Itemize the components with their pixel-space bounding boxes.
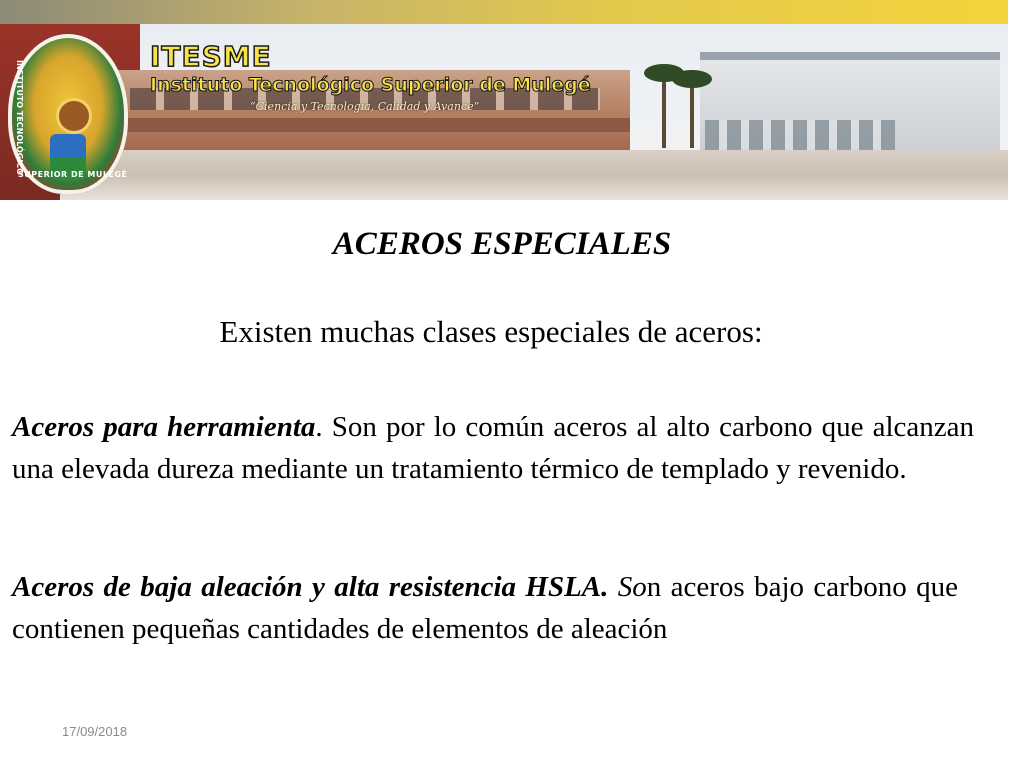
paragraph-lead: Aceros para herramienta — [12, 411, 316, 443]
institution-acronym: ITESME — [150, 40, 272, 73]
paragraph-lead: Aceros de baja aleación y alta resistencia HSLA. — [12, 571, 609, 603]
logo-gear-icon — [56, 98, 92, 134]
slide-title: ACEROS ESPECIALES — [332, 226, 672, 262]
building-band — [110, 118, 630, 132]
slide-subtitle: Existen muchas clases especiales de aceros: — [219, 314, 763, 349]
paragraph-lead-punct: . — [315, 411, 323, 443]
palm-tree-trunk — [690, 82, 694, 148]
institution-name: Instituto Tecnológico Superior de Mulegé — [150, 74, 591, 96]
header-banner — [0, 0, 1008, 200]
paragraph-body-italic: So — [608, 571, 647, 603]
footer-date: 17/09/2018 — [62, 724, 128, 739]
paragraph-body: Son por lo común aceros al alto carbono que alcanzan una elevada dureza mediante un tratamiento térmico de templado y revenido. — [12, 411, 974, 485]
palm-tree-trunk — [662, 78, 666, 148]
palm-tree-crown — [672, 70, 712, 88]
paragraph-tool-steels — [12, 406, 974, 490]
paragraph-body: n aceros bajo carbono que contienen pequeñas cantidades de elementos de aleación — [12, 571, 959, 645]
paragraph-hsla-steels — [12, 566, 958, 650]
logo-bottom-text: SUPERIOR DE MULEGÉ — [18, 170, 128, 179]
banner-top-stripe — [0, 0, 1008, 24]
institution-motto: “Ciencia y Tecnología, Calidad y Avance” — [250, 100, 480, 113]
logo-side-text: INSTITUTO TECNOLÓGICO — [15, 60, 24, 175]
courtyard — [60, 150, 1008, 200]
